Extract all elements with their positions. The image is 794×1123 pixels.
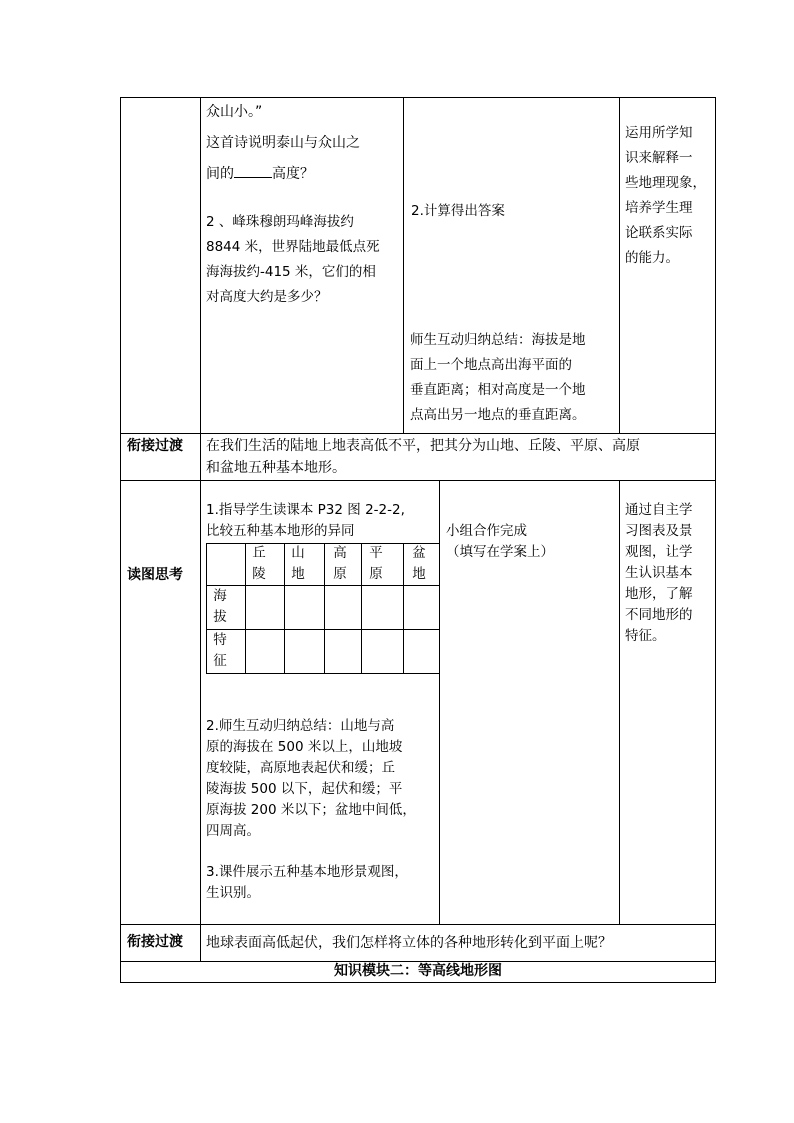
inner-table-divider xyxy=(206,585,439,586)
transition-question: 地球表面高低起伏，我们怎样将立体的各种地形转化到平面上呢？ xyxy=(206,935,612,951)
poem-question-text: 高度？ xyxy=(272,166,314,182)
question-2-line: 8844 米，世界陆地最低点死 xyxy=(206,239,380,255)
question-2-line: 海海拔约-415 米，它们的相 xyxy=(206,264,376,280)
question-2-line: 2 、峰珠穆朗玛峰海拔约 xyxy=(206,214,354,230)
poem-question-text: 间的 xyxy=(206,166,234,182)
inner-table-divider xyxy=(206,629,439,630)
intent-line: 通过自主学 xyxy=(625,502,693,518)
table-row-divider xyxy=(120,924,716,925)
intent-line: 习图表及景 xyxy=(625,523,693,539)
summary-line: 2.师生互动归纳总结：山地与高 xyxy=(206,718,395,734)
courseware-line: 3.课件展示五种基本地形景观图， xyxy=(206,864,408,880)
row-label-transition: 衔接过渡 xyxy=(127,438,183,454)
table-col-divider xyxy=(403,97,404,434)
instruction-line: 比较五种基本地形的异同 xyxy=(206,523,355,539)
transition-text-line: 和盆地五种基本地形。 xyxy=(206,460,346,476)
poem-question-line: 这首诗说明泰山与众山之 xyxy=(206,135,360,151)
module-title: 知识模块二：等高线地形图 xyxy=(334,963,502,979)
table-border-bottom xyxy=(120,982,716,983)
intent-line: 培养学生理 xyxy=(625,200,693,216)
inner-table-header: 丘陵 xyxy=(252,545,266,582)
group-activity-line: 小组合作完成 xyxy=(446,523,527,539)
intent-line: 不同地形的 xyxy=(625,607,693,623)
inner-table-header: 山地 xyxy=(291,545,305,582)
table-col-divider xyxy=(619,97,620,434)
courseware-line: 生识别。 xyxy=(206,885,260,901)
row-label-transition: 衔接过渡 xyxy=(127,934,183,950)
inner-table-header: 盆地 xyxy=(412,545,426,582)
inner-table-header: 平原 xyxy=(369,545,383,582)
row-label-map-reading: 读图思考 xyxy=(127,567,183,583)
question-2-line: 对高度大约是多少？ xyxy=(206,289,328,305)
table-row-divider xyxy=(120,433,716,434)
activity-summary-line: 垂直距离；相对高度是一个地 xyxy=(410,382,586,398)
instruction-line: 1.指导学生读课本 P32 图 2-2-2, xyxy=(206,502,405,518)
intent-line: 论联系实际 xyxy=(625,225,693,241)
table-col-divider xyxy=(619,480,620,925)
inner-table-col xyxy=(361,543,362,674)
poem-line: 众山小。” xyxy=(206,104,263,120)
inner-table-left xyxy=(206,543,207,674)
fill-in-blank xyxy=(234,163,272,178)
inner-table-top xyxy=(206,543,439,544)
intent-line: 特征。 xyxy=(625,628,666,644)
summary-line: 陵海拔 500 以下，起伏和缓；平 xyxy=(206,781,403,797)
intent-line: 的能力。 xyxy=(625,250,679,266)
intent-line: 生认识基本 xyxy=(625,565,693,581)
summary-line: 度较陡，高原地表起伏和缓；丘 xyxy=(206,760,395,776)
activity-summary-line: 面上一个地点高出海平面的 xyxy=(410,357,572,373)
inner-table-row-label: 海拔 xyxy=(213,588,227,625)
table-border-top xyxy=(120,97,716,98)
activity-summary-line: 点高出另一地点的垂直距离。 xyxy=(410,407,586,423)
inner-table-col xyxy=(245,543,246,674)
intent-line: 识来解释一 xyxy=(625,150,693,166)
group-activity-line: （填写在学案上） xyxy=(446,544,554,560)
table-col-divider xyxy=(439,480,440,925)
intent-line: 地形，了解 xyxy=(625,586,693,602)
table-row-divider xyxy=(120,480,716,481)
intent-line: 运用所学知 xyxy=(625,125,693,141)
poem-question-line xyxy=(206,163,314,185)
table-col-divider xyxy=(200,97,201,962)
summary-line: 四周高。 xyxy=(206,823,260,839)
table-border-right xyxy=(715,97,716,983)
inner-table-header: 高原 xyxy=(333,545,347,582)
inner-table-col xyxy=(284,543,285,674)
inner-table-bottom xyxy=(206,673,439,674)
inner-table-row-label: 特征 xyxy=(213,632,227,669)
inner-table-col xyxy=(324,543,325,674)
inner-table-col xyxy=(403,543,404,674)
activity-summary-line: 师生互动归纳总结：海拔是地 xyxy=(410,332,586,348)
intent-line: 观图，让学 xyxy=(625,544,693,560)
summary-line: 原的海拔在 500 米以上，山地坡 xyxy=(206,739,403,755)
intent-line: 些地理现象， xyxy=(625,175,706,191)
transition-text-line: 在我们生活的陆地上地表高低不平，把其分为山地、丘陵、平原、高原 xyxy=(206,438,640,454)
activity-calc: 2.计算得出答案 xyxy=(411,203,505,219)
summary-line: 原海拔 200 米以下；盆地中间低， xyxy=(206,802,416,818)
table-border-left xyxy=(120,97,121,983)
